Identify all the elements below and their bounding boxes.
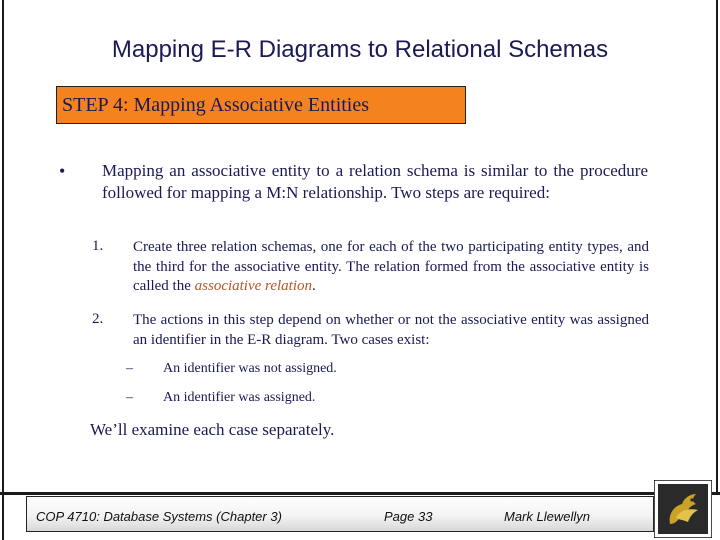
footer-author: Mark Llewellyn [504, 509, 590, 524]
intro-paragraph: Mapping an associative entity to a relation schema is similar to the procedure followed for mapping a M:N relationship. Two steps are required: [102, 161, 648, 202]
case-1-dash: – [126, 361, 133, 376]
closing-text: We’ll examine each case separately. [90, 420, 335, 439]
case-2-text: An identifier was assigned. [163, 390, 316, 405]
footer-divider [0, 492, 720, 495]
step-1-end: . [311, 278, 316, 294]
bullet-marker: • [59, 161, 66, 181]
slide-title: Mapping E-R Diagrams to Relational Schemas [111, 36, 609, 63]
step-1-number: 1. [92, 238, 104, 254]
step-2-text: The actions in this step depend on whether or not the associative entity was assigned an identifier in the E-R diagram. Two cases exist: [133, 312, 649, 348]
footer-course: COP 4710: Database Systems (Chapter 3) [36, 509, 282, 524]
step-1-text [133, 238, 649, 297]
associative-relation-term: associative relation [194, 278, 312, 294]
case-1-text: An identifier was not assigned. [163, 361, 337, 376]
footer-page: Page 33 [384, 509, 433, 524]
case-2-dash: – [126, 390, 133, 405]
pegasus-logo-icon [654, 480, 712, 538]
step-1-body: Create three relation schemas, one for each of the two participating entity types, and the third for the associative entity. The relation formed from the associative entity is called the [133, 239, 649, 294]
slide-frame-right [716, 0, 718, 492]
slide-frame-left [2, 0, 4, 540]
step-2-number: 2. [92, 311, 104, 327]
step-heading: STEP 4: Mapping Associative Entities [56, 86, 466, 124]
